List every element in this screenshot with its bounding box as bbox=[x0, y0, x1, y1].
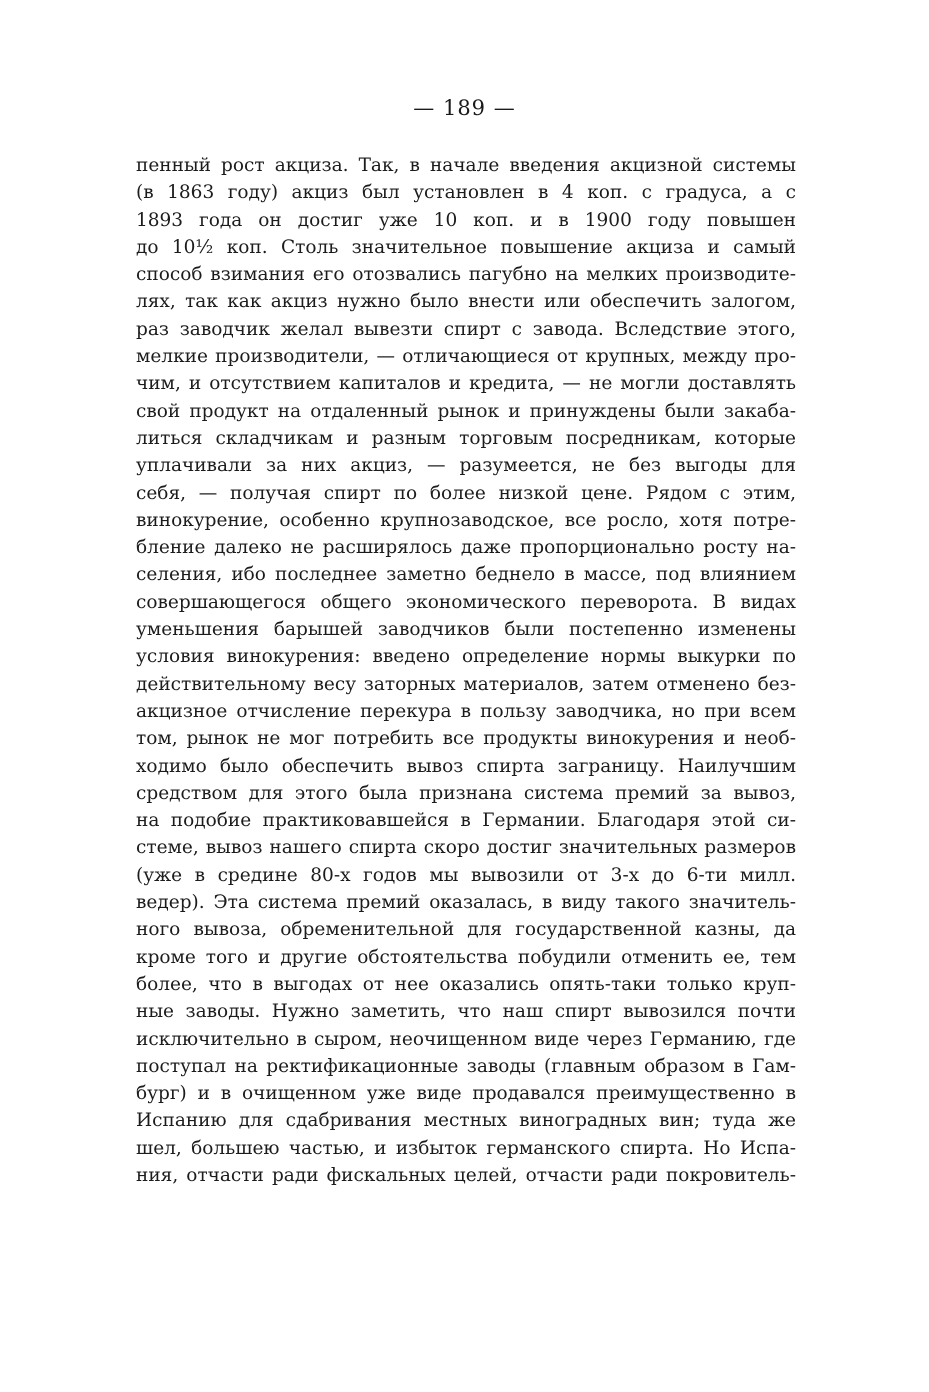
text-line: способ взимания его отозвались пагубно на мелких производите- bbox=[136, 264, 796, 286]
text-line: себя, — получая спирт по более низкой цене. Рядом с этим, bbox=[136, 482, 796, 504]
text-line: действительному весу заторных материалов, затем отменено без- bbox=[136, 673, 796, 695]
text-line: условия винокурения: введено определение нормы выкурки по bbox=[136, 646, 796, 668]
text-line: пенный рост акциза. Так, в начале введения акцизной системы bbox=[136, 155, 796, 176]
text-line: средством для этого была признана система премий за вывоз, bbox=[136, 782, 796, 804]
text-line: раз заводчик желал вывезти спирт с завода. Вследствие этого, bbox=[136, 318, 796, 340]
text-line: (уже в средине 80-х годов мы вывозили от 3-х до 6-ти милл. bbox=[136, 864, 796, 886]
text-line: свой продукт на отдаленный рынок и принуждены были закаба- bbox=[136, 400, 796, 422]
text-line: на подобие практиковавшейся в Германии. Благодаря этой си- bbox=[136, 810, 796, 832]
text-line: ния, отчасти ради фискальных целей, отчасти ради покровитель- bbox=[136, 1164, 796, 1186]
text-line: кроме того и другие обстоятельства побудили отменить ее, тем bbox=[136, 946, 796, 968]
text-line: ведер). Эта система премий оказалась, в виду такого значитель- bbox=[136, 892, 796, 914]
text-line: более, что в выгодах от нее оказались опять-таки только круп- bbox=[136, 973, 796, 995]
text-line: лях, так как акциз нужно было внести или обеспечить залогом, bbox=[136, 291, 796, 313]
body-text bbox=[136, 152, 796, 1189]
text-line: чим, и отсутствием капиталов и кредита, — не могли доставлять bbox=[136, 373, 796, 395]
text-line: стеме, вывоз нашего спирта скоро достиг значительных размеров bbox=[136, 837, 796, 859]
text-line: Испанию для сдабривания местных виноградных вин; туда же bbox=[136, 1110, 796, 1132]
page-number: — 189 — bbox=[413, 96, 516, 120]
text-line: уплачивали за них акциз, — разумеется, не без выгоды для bbox=[136, 455, 796, 477]
text-line: уменьшения барышей заводчиков были постепенно изменены bbox=[136, 619, 796, 641]
text-line: ходимо было обеспечить вывоз спирта заграницу. Наилучшим bbox=[136, 755, 796, 777]
text-line: бург) и в очищенном уже виде продавался преимущественно в bbox=[136, 1083, 796, 1105]
text-line: шел, большею частью, и избыток германского спирта. Но Испа- bbox=[136, 1137, 796, 1159]
text-line: селения, ибо последнее заметно беднело в массе, под влиянием bbox=[136, 564, 796, 586]
text-line: акцизное отчисление перекура в пользу заводчика, но при всем bbox=[136, 700, 796, 722]
text-line: ного вывоза, обременительной для государственной казны, да bbox=[136, 919, 796, 941]
text-line: винокурение, особенно крупнозаводское, все росло, хотя потре- bbox=[136, 509, 796, 531]
text-line: 1893 года он достиг уже 10 коп. и в 1900 году повышен bbox=[136, 209, 796, 231]
text-line: литься складчикам и разным торговым посредникам, которые bbox=[136, 427, 796, 449]
text-line: ные заводы. Нужно заметить, что наш спирт вывозился почти bbox=[136, 1001, 796, 1023]
text-line: (в 1863 году) акциз был установлен в 4 коп. с градуса, а с bbox=[136, 182, 796, 204]
text-line: до 10½ коп. Столь значительное повышение акциза и самый bbox=[136, 236, 796, 258]
text-line: поступал на ректификационные заводы (главным образом в Гам- bbox=[136, 1055, 796, 1077]
text-line: бление далеко не расширялось даже пропорционально росту на- bbox=[136, 537, 796, 559]
text-line: мелкие производители, — отличающиеся от крупных, между про- bbox=[136, 346, 796, 368]
text-line: совершающегося общего экономического переворота. В видах bbox=[136, 591, 796, 613]
text-line: исключительно в сыром, неочищенном виде через Германию, где bbox=[136, 1028, 796, 1050]
text-line: том, рынок не мог потребить все продукты винокурения и необ- bbox=[136, 728, 796, 750]
